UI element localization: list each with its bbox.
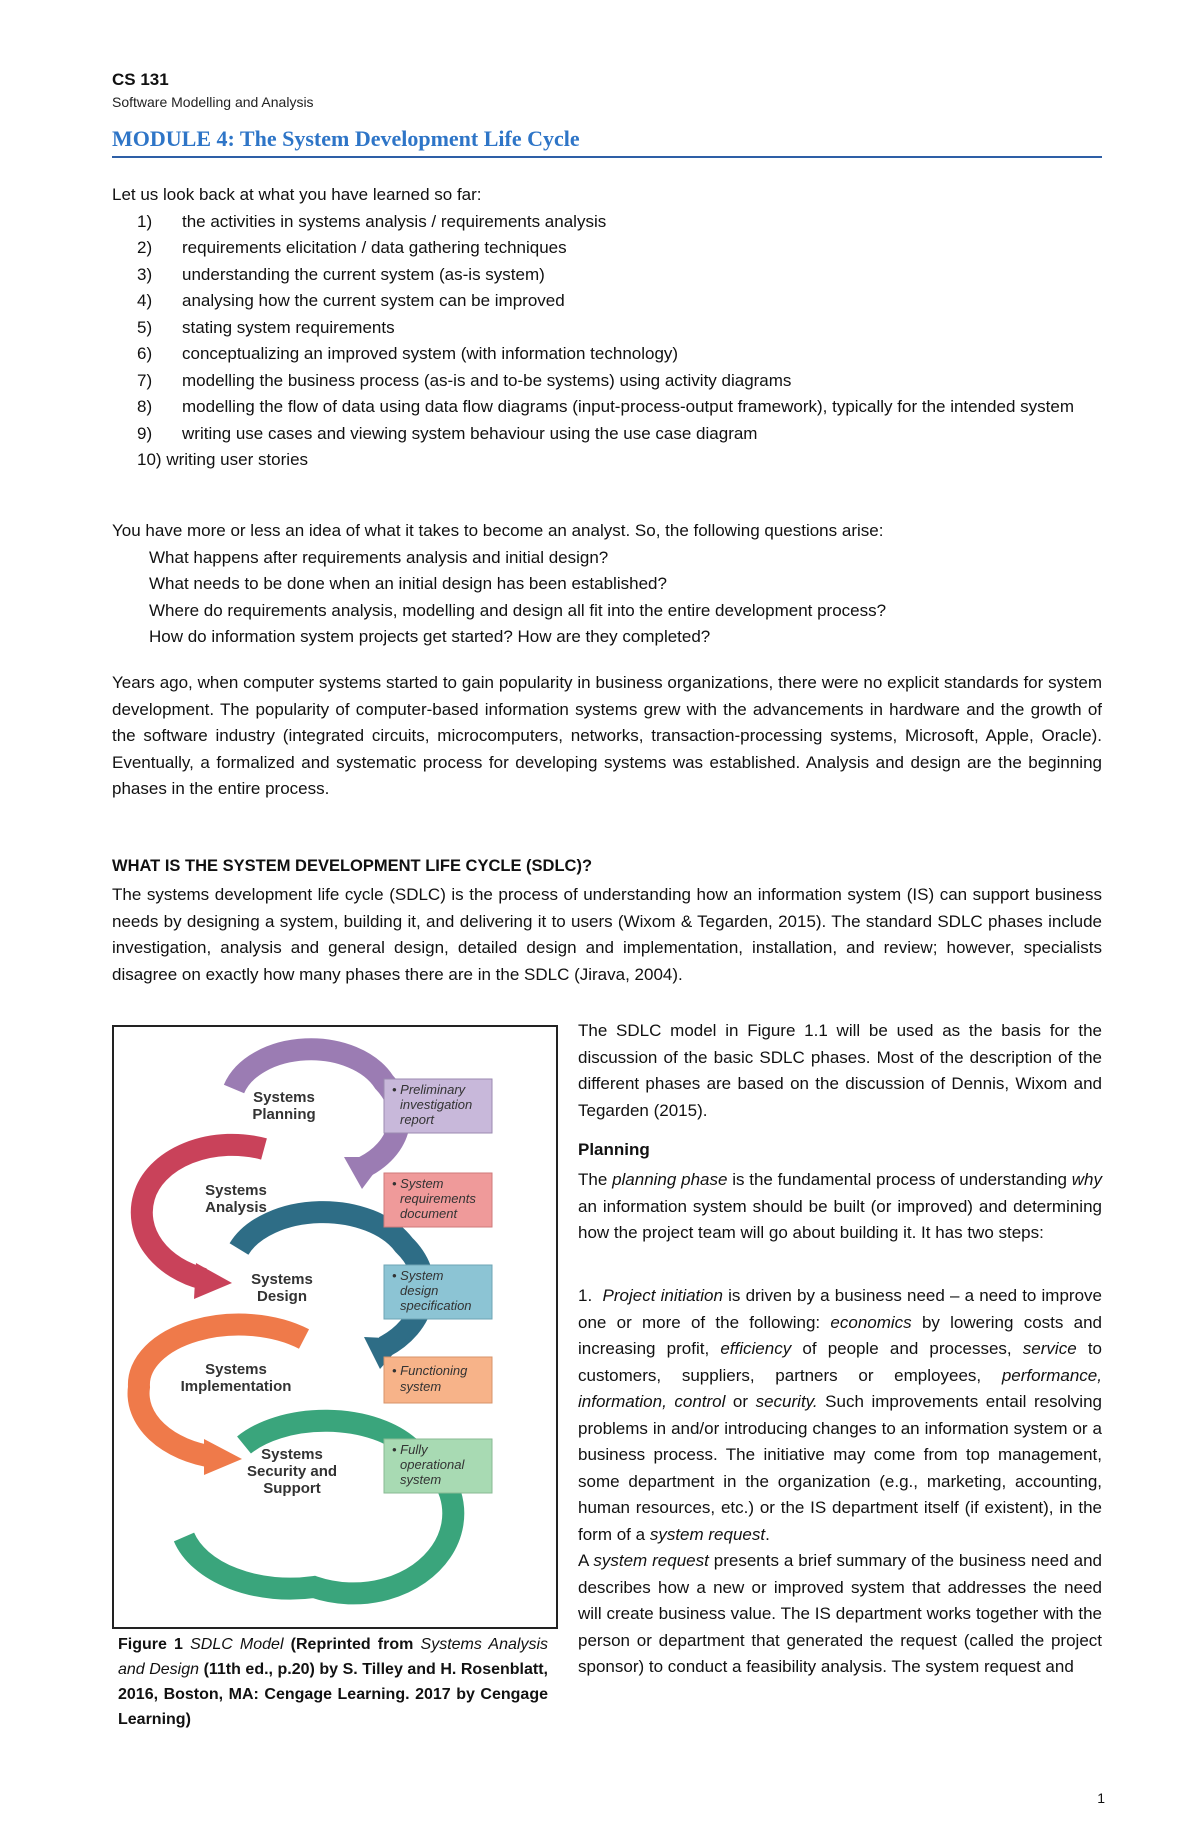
text-run: by lowering costs and increasing profit,: [578, 1312, 1103, 1358]
list-number: 8): [137, 397, 153, 416]
list-number: 9): [137, 423, 153, 443]
questions-section: [112, 518, 1102, 651]
text-run-em: Project initiation: [602, 1286, 723, 1305]
phase-label-line1: Systems: [205, 1182, 267, 1199]
list-item: [112, 235, 1102, 262]
text-run-em: service: [1022, 1339, 1077, 1358]
text-run: A: [578, 1551, 594, 1570]
list-text: writing user stories: [166, 450, 309, 469]
phase-label-line2: Analysis: [205, 1199, 267, 1216]
questions-lead: You have more or less an idea of what it takes to become an analyst. So, the following questions arise:: [112, 521, 884, 540]
text-run: 1.: [578, 1286, 593, 1305]
caption-book: Systems Analysis and Design: [118, 1636, 548, 1678]
project-initiation-paragraph: [578, 1283, 1102, 1681]
history-paragraph: Years ago, when computer systems started to gain popularity in business organizations, there were no explicit standards for system development. The popularity of computer-based information systems grew with the advancements in hardware and the growth of the software industry (integrated circuits, microcomputers, networks, transaction-processing systems, Microsoft, Apple, Oracle). Eventually, a formalized and systematic process for developing systems was established. Analysis and design are the beginning phases in the entire process.: [112, 673, 1102, 798]
output-line2: investigation: [400, 1097, 473, 1112]
text-run-em: economics: [830, 1312, 912, 1332]
page-number: 1: [1097, 1790, 1105, 1806]
output-box: [384, 1079, 492, 1133]
list-text: conceptualizing an improved system (with information technology): [182, 344, 679, 363]
list-item: [112, 368, 1102, 395]
list-text: analysing how the current system can be improved: [182, 291, 565, 310]
phase-label-line1: Systems: [251, 1271, 313, 1288]
output-line3: system: [400, 1472, 442, 1487]
list-item: [112, 262, 1102, 289]
phase-label-line2: Design: [256, 1288, 308, 1305]
phase-label-line1: Systems: [253, 1089, 315, 1106]
text-run: of people and processes,: [791, 1339, 1023, 1358]
list-item: [112, 394, 1102, 421]
output-line1: • System: [392, 1268, 444, 1283]
list-number: 2): [137, 238, 153, 257]
output-line2: system: [400, 1379, 442, 1394]
phase-label-line2: Security and: [246, 1463, 338, 1480]
module-title: MODULE 4: The System Development Life Cycle: [112, 126, 580, 151]
sdlc-heading: WHAT IS THE SYSTEM DEVELOPMENT LIFE CYCLE (SDLC)?: [112, 857, 593, 875]
output-line1: • Functioning: [392, 1363, 468, 1378]
list-number: 6): [137, 344, 153, 363]
text-run-em: security.: [755, 1392, 818, 1411]
phase-label-line1: Systems: [261, 1446, 323, 1463]
question-item: What needs to be done when an initial design has been established?: [149, 574, 667, 593]
text-run: is driven by a business need – a need to improve one or more of the following:: [578, 1286, 1102, 1332]
course-title: Software Modelling and Analysis: [112, 94, 314, 110]
sdlc-paragraph: The systems development life cycle (SDLC) is the process of understanding how an information system (IS) can support business needs by designing a system, building it, and delivering it to users (Wixom & Tegarden, 2015). The standard SDLC phases include investigation, analysis and general design, detailed design and implementation, installation, and review; however, specialists disagree on exactly how many phases there are in the SDLC (Jirava, 2004).: [112, 885, 1102, 984]
output-line2: operational: [400, 1457, 465, 1472]
intro-lead: Let us look back at what you have learned so far:: [112, 185, 482, 204]
list-item: [112, 447, 1102, 474]
text-run: is the fundamental process of understanding: [727, 1170, 1072, 1189]
output-line2: design: [400, 1283, 439, 1298]
planning-heading: Planning: [578, 1140, 650, 1159]
output-line1: • System: [392, 1176, 444, 1191]
output-box: [384, 1173, 492, 1227]
list-item: [112, 315, 1102, 342]
list-item: [112, 209, 1102, 236]
text-run-em: system request: [593, 1551, 709, 1570]
text-run-em: efficiency: [720, 1339, 792, 1358]
text-run: an information system should be built (or improved) and determining how the project team will go about building it. It has two steps:: [578, 1196, 1102, 1242]
caption-label: Figure 1: [118, 1636, 183, 1653]
list-text: writing use cases and viewing system behaviour using the use case diagram: [182, 423, 758, 443]
question-item: Where do requirements analysis, modelling and design all fit into the entire development process?: [149, 600, 887, 620]
list-text: requirements elicitation / data gathering techniques: [182, 238, 567, 257]
list-number: 5): [137, 317, 153, 337]
phase-label-line2: Implementation: [180, 1378, 292, 1395]
list-number: 3): [137, 264, 153, 284]
intro-section: [112, 182, 1102, 474]
list-number: 7): [137, 370, 153, 390]
text-run-em: planning phase: [612, 1170, 728, 1189]
text-run: .: [765, 1524, 770, 1544]
list-text: understanding the current system (as-is system): [182, 264, 545, 284]
output-line2: requirements: [400, 1191, 476, 1206]
caption-title: SDLC Model: [190, 1636, 284, 1653]
planning-paragraph: [578, 1167, 1102, 1247]
output-box: [384, 1439, 492, 1493]
phase-label-line3: Support: [263, 1480, 321, 1497]
caption-reprint: (Reprinted from: [290, 1636, 414, 1653]
text-run-em: why: [1071, 1170, 1102, 1189]
output-line3: report: [400, 1112, 434, 1127]
caption-rest: (11th ed., p.20) by S. Tilley and H. Rosenblatt, 2016, Boston, MA: Cengage Learning. 2017 by Cengage Learning): [118, 1661, 548, 1728]
list-item: [112, 421, 1102, 448]
output-box: [384, 1357, 492, 1403]
text-run: or: [725, 1392, 756, 1411]
list-text: stating system requirements: [182, 317, 395, 337]
title-rule: [112, 156, 1102, 158]
list-text: modelling the flow of data using data flow diagrams (input-process-output framework), typically for the intended system: [182, 397, 1074, 416]
output-line1: • Preliminary: [392, 1082, 466, 1097]
sdlc-figure: [112, 1025, 558, 1629]
learned-list: [112, 209, 1102, 474]
list-text: modelling the business process (as-is and to-be systems) using activity diagrams: [182, 370, 792, 390]
question-item: What happens after requirements analysis and initial design?: [149, 547, 609, 567]
list-number: 1): [137, 211, 153, 231]
figure-caption: [118, 1632, 548, 1732]
text-run: Such improvements entail resolving problems in and/or introducing changes to an information system or a business process. The initiative may come from top management, some department in the organization (e.g., marketing, accounting, human resources, etc.) or the IS department itself (if existent), in the form of a: [578, 1392, 1102, 1544]
output-line3: specification: [400, 1298, 472, 1313]
text-run: The: [578, 1170, 613, 1189]
output-line1: • Fully: [392, 1442, 428, 1457]
phase-label-line1: Systems: [205, 1361, 267, 1378]
output-box: [384, 1265, 492, 1319]
question-item: How do information system projects get started? How are they completed?: [149, 627, 711, 646]
phase-label-line2: Planning: [252, 1106, 316, 1123]
text-run: to customers, suppliers, partners or employees,: [578, 1339, 1102, 1385]
list-number: 4): [137, 291, 153, 310]
list-number: 10): [137, 450, 162, 469]
list-item: [112, 288, 1102, 315]
list-text: the activities in systems analysis / requirements analysis: [182, 211, 607, 231]
sdlc-diagram: [114, 1027, 556, 1627]
analysis-arc: [142, 1145, 264, 1299]
text-run-em: performance, information, control: [578, 1365, 1102, 1411]
list-item: [112, 341, 1102, 368]
text-run: presents a brief summary of the business need and describes how a new or improved system that addresses the need will create business value. The IS department works together with the person or department that generated the request (called the project sponsor) to conduct a feasibility analysis. The system request and: [578, 1551, 1102, 1676]
sdlc-model-paragraph: The SDLC model in Figure 1.1 will be used as the basis for the discussion of the basic SDLC phases. Most of the description of the different phases are based on the discussion of Dennis, Wixom and Tegarden (2015).: [578, 1021, 1102, 1120]
text-run-em: system request: [649, 1524, 766, 1544]
course-code: CS 131: [112, 70, 169, 89]
output-line3: document: [400, 1206, 458, 1221]
